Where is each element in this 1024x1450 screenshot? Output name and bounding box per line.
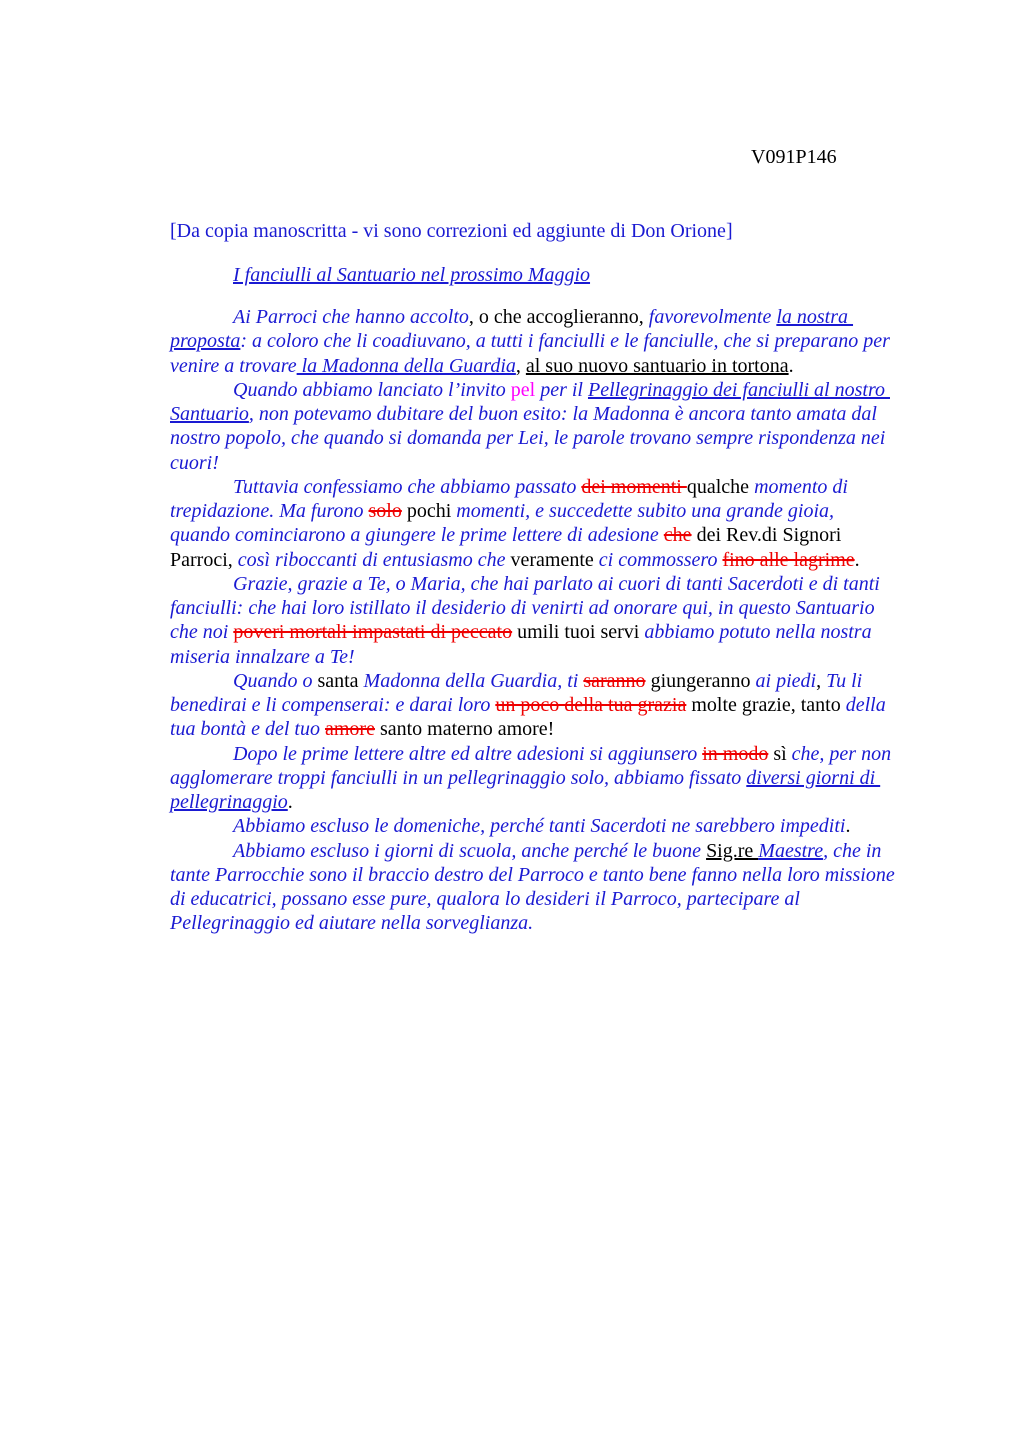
text-run: poveri mortali impastati di peccato: [233, 621, 513, 644]
text-line: [170, 475, 970, 499]
text-line: [170, 523, 970, 547]
text-run: cuori!: [170, 451, 219, 474]
text-run: benedirai e li compenserai: e darai loro: [170, 694, 496, 716]
text-run: un poco della tua grazia: [495, 694, 687, 716]
text-line: [170, 887, 970, 911]
text-run: che, per non: [791, 742, 892, 765]
text-run: Parroci,: [170, 548, 238, 571]
text-line: [170, 863, 970, 887]
text-line: [170, 620, 970, 644]
text-run: Maestre: [758, 839, 824, 862]
text-run: , che in: [823, 839, 882, 862]
text-line: [170, 499, 970, 523]
text-run: per il: [535, 378, 588, 401]
text-run: ,: [515, 354, 526, 377]
text-run: nostro popolo, che quando si domanda per Lei, le parole trovano sempre rispondenza nei: [170, 427, 886, 450]
text-run: : a coloro che li coadiuvano, a tutti i fanciulli e le fanciulle, che si preparano per: [240, 330, 890, 353]
text-run: Madonna della Guardia, ti: [363, 669, 584, 692]
text-run: dei momenti: [581, 475, 687, 498]
paragraph: [170, 475, 970, 572]
text-run: Pellegrinaggio dei fanciulli al nostro: [587, 378, 890, 401]
text-run: , non potevamo dubitare del buon esito: la Madonna è ancora tanto amata dal: [248, 403, 877, 425]
text-run: Ai Parroci che hanno accolto: [233, 306, 469, 328]
document-code: V091P146: [751, 146, 837, 168]
text-run: miseria innalzare a Te!: [170, 645, 355, 668]
text-run: veramente: [510, 548, 599, 571]
text-run: Quando o: [233, 669, 318, 692]
text-line: [170, 645, 970, 669]
text-run: tante Parrocchie sono il braccio destro del Parroco e tanto bene fanno nella loro missione: [170, 863, 895, 886]
text-line: [170, 693, 970, 717]
text-line: [170, 305, 970, 329]
text-line: [170, 402, 970, 426]
text-run: Tu li: [826, 669, 863, 692]
text-run: pellegrinaggio: [170, 791, 288, 813]
text-line: [170, 596, 970, 620]
text-run: che: [663, 524, 692, 547]
text-run: amore: [324, 718, 375, 741]
text-run: Grazie, grazie a Te, o Maria, che hai parlato ai cuori di tanti Sacerdoti e di tanti: [233, 572, 880, 595]
text-line: [170, 426, 970, 450]
paragraph: [170, 839, 970, 936]
text-run: momento di: [754, 475, 848, 498]
text-run: della: [845, 694, 886, 716]
text-run: .: [788, 354, 794, 377]
text-run: di educatrici, possano esse pure, qualora lo desideri il Parroco, partecipare al: [170, 888, 800, 910]
text-run: momenti, e succedette subito una grande gioia,: [456, 500, 835, 522]
text-line: [170, 790, 970, 814]
text-line: [170, 572, 970, 596]
text-run: santo materno amore!: [374, 718, 555, 741]
text-run: santa: [317, 669, 364, 692]
text-run: .: [845, 815, 851, 838]
text-run: pel: [510, 378, 536, 401]
text-run: .: [854, 548, 860, 571]
text-run: Pellegrinaggio ed aiutare nella sorveglianza.: [170, 912, 534, 935]
text-run: Quando abbiamo lanciato l’invito: [233, 378, 511, 401]
text-run: ci commossero: [598, 548, 723, 571]
text-run: al suo nuovo santuario in tortona: [525, 354, 789, 377]
text-run: ,: [816, 669, 827, 692]
text-run: molte grazie, tanto: [686, 694, 846, 716]
text-run: pochi: [401, 500, 457, 522]
text-line: [170, 354, 970, 378]
paragraph: [170, 669, 970, 742]
text-run: trepidazione. Ma furono: [170, 500, 369, 522]
text-run: dei Rev.di Signori: [691, 524, 842, 547]
paragraph: [170, 305, 970, 378]
text-line: [170, 742, 970, 766]
text-run: Sig.re: [706, 839, 759, 862]
text-run: giungeranno: [645, 669, 756, 692]
text-run: saranno: [583, 669, 646, 692]
text-run: favorevolmente: [648, 306, 777, 328]
paragraph: [170, 814, 970, 838]
text-line: [170, 766, 970, 790]
text-run: proposta: [170, 330, 241, 353]
text-line: [170, 839, 970, 863]
text-run: che noi: [170, 621, 234, 644]
text-run: qualche: [686, 475, 755, 498]
paragraph: [170, 378, 970, 475]
paragraph: [170, 742, 970, 815]
text-line: [170, 548, 970, 572]
text-run: fino alle lagrime: [722, 548, 855, 571]
text-run: Abbiamo escluso le domeniche, perché tanti Sacerdoti ne sarebbero impediti: [233, 815, 846, 838]
text-line: [170, 911, 970, 935]
text-run: così riboccanti di entusiasmo che: [237, 548, 511, 571]
text-line: [170, 814, 970, 838]
text-run: Tuttavia confessiamo che abbiamo passato: [233, 475, 582, 498]
text-run: fanciulli: che hai loro istillato il desiderio di venirti ad onorare qui, in questo Santuario: [170, 597, 875, 619]
text-run: diversi giorni di: [746, 766, 881, 789]
text-run: abbiamo potuto nella nostra: [644, 621, 872, 644]
text-line: [170, 329, 970, 353]
paragraph: [170, 572, 970, 669]
text-run: Dopo le prime lettere altre ed altre adesioni si aggiunsero: [233, 742, 703, 765]
text-run: agglomerare troppi fanciulli in un pellegrinaggio solo, abbiamo fissato: [170, 766, 747, 789]
text-run: in modo: [702, 742, 769, 765]
text-line: [170, 451, 970, 475]
text-run: , o che accoglieranno,: [468, 306, 649, 328]
text-run: ai piedi: [755, 669, 817, 692]
document-title: I fanciulli al Santuario nel prossimo Maggio: [233, 264, 591, 286]
text-run: solo: [368, 500, 402, 522]
text-run: la nostra: [776, 306, 854, 328]
text-run: la Madonna della Guardia: [296, 354, 516, 377]
text-run: quando cominciarono a giungere le prime lettere di adesione: [170, 524, 664, 547]
text-run: .: [287, 791, 293, 813]
text-run: Santuario: [170, 403, 249, 425]
text-run: tua bontà e del tuo: [170, 718, 325, 741]
text-run: Abbiamo escluso i giorni di scuola, anche perché le buone: [233, 839, 707, 862]
document-body: [170, 305, 970, 936]
text-run: venire a trovare: [170, 354, 297, 377]
text-line: [170, 669, 970, 693]
text-run: umili tuoi servi: [512, 621, 645, 644]
source-note: [Da copia manoscritta - vi sono correzioni ed aggiunte di Don Orione]: [170, 220, 733, 242]
text-line: [170, 717, 970, 741]
text-run: sì: [768, 742, 792, 765]
text-line: [170, 378, 970, 402]
